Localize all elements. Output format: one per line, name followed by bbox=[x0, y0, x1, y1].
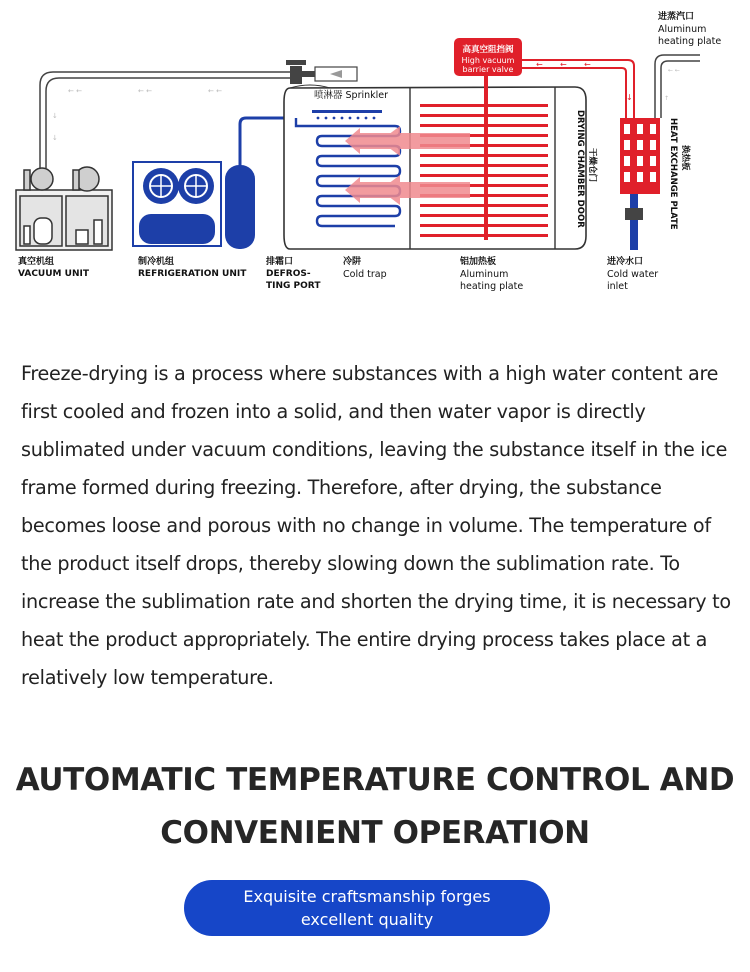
heat-exchange-label-cn: 换热板 bbox=[680, 145, 690, 171]
cold-trap-cn: 冷阱 bbox=[343, 257, 362, 267]
svg-text:↑: ↑ bbox=[664, 95, 670, 102]
sprinkler-label: 喷淋器 Sprinkler bbox=[314, 90, 389, 101]
svg-text:←: ← bbox=[536, 60, 543, 69]
vacuum-unit-cn: 真空机组 bbox=[18, 257, 55, 267]
headline-line-1: AUTOMATIC TEMPERATURE CONTROL AND bbox=[15, 762, 735, 798]
quality-badge-line-1: Exquisite craftsmanship forges bbox=[243, 887, 491, 906]
defrost-port-cn: 排霜口 bbox=[266, 257, 294, 267]
steam-inlet-pipe bbox=[655, 55, 700, 118]
cold-water-inlet-en-1: Cold water bbox=[607, 269, 659, 280]
alu-plate-en-1: Aluminum bbox=[460, 269, 509, 280]
defrost-port-en-1: DEFROS- bbox=[266, 269, 311, 279]
cold-water-inlet-cn: 进冷水口 bbox=[607, 257, 644, 267]
quality-badge bbox=[184, 880, 550, 936]
heat-exchange-plate bbox=[620, 118, 660, 250]
svg-text:← ←: ← ← bbox=[138, 87, 152, 95]
valve-label-en-1: High vacuum bbox=[461, 56, 515, 65]
heat-exchange-label-en: HEAT EXCHANGE PLATE bbox=[668, 118, 678, 230]
steam-inlet-en-1: Aluminum bbox=[658, 24, 707, 35]
svg-text:←: ← bbox=[560, 60, 567, 69]
svg-text:↓: ↓ bbox=[626, 93, 633, 102]
svg-text:↓: ↓ bbox=[52, 112, 58, 120]
alu-plate-cn: 铝加热板 bbox=[460, 257, 497, 267]
vacuum-unit bbox=[16, 167, 112, 250]
svg-text:↓: ↓ bbox=[52, 134, 58, 142]
high-vacuum-barrier-valve bbox=[454, 38, 522, 76]
svg-text:← ←: ← ← bbox=[68, 87, 82, 95]
cold-trap-en: Cold trap bbox=[343, 269, 387, 280]
vacuum-unit-en: VACUUM UNIT bbox=[18, 269, 89, 279]
steam-inlet-arrows bbox=[664, 67, 680, 102]
vacuum-valve-icon bbox=[286, 60, 357, 84]
headline-line-2: CONVENIENT OPERATION bbox=[160, 815, 590, 851]
freeze-dryer-diagram bbox=[0, 0, 750, 340]
steam-inlet-en-2: heating plate bbox=[658, 36, 722, 47]
svg-text:←: ← bbox=[584, 60, 591, 69]
valve-label-cn: 高真空阻挡阀 bbox=[462, 45, 514, 55]
steam-inlet-cn: 进蒸汽口 bbox=[658, 12, 695, 22]
door-label-cn: 干燥仓门 bbox=[587, 148, 597, 183]
quality-badge-line-2: excellent quality bbox=[300, 910, 434, 929]
door-label-en: DRYING CHAMBER DOOR bbox=[575, 110, 585, 228]
vacuum-pipe-arrows bbox=[52, 87, 222, 142]
svg-text:← ←: ← ← bbox=[208, 87, 222, 95]
cold-water-inlet-en-2: inlet bbox=[607, 281, 628, 292]
svg-text:← ←: ← ← bbox=[668, 67, 680, 74]
refrigeration-unit-en: REFRIGERATION UNIT bbox=[138, 269, 247, 279]
valve-label-en-2: barrier valve bbox=[462, 65, 514, 74]
alu-plate-en-2: heating plate bbox=[460, 281, 524, 292]
defrost-port-en-2: TING PORT bbox=[266, 281, 321, 291]
description-paragraph: Freeze-drying is a process where substances with a high water content are first cooled and frozen into a solid, and then water vapor is directly sublimated under vacuum conditions, leaving the substance itself in the ice frame formed during freezing. Therefore, after drying, the substance becomes loose and porous with no change in volume. The temperature of the product itself drops, thereby slowing down the sublimation rate. To increase the sublimation rate and shorten the drying time, it is necessary to heat the product appropriately. The entire drying process takes place at a relatively low temperature. bbox=[21, 362, 731, 689]
refrigeration-unit bbox=[133, 118, 296, 249]
refrigeration-unit-cn: 制冷机组 bbox=[138, 257, 175, 267]
